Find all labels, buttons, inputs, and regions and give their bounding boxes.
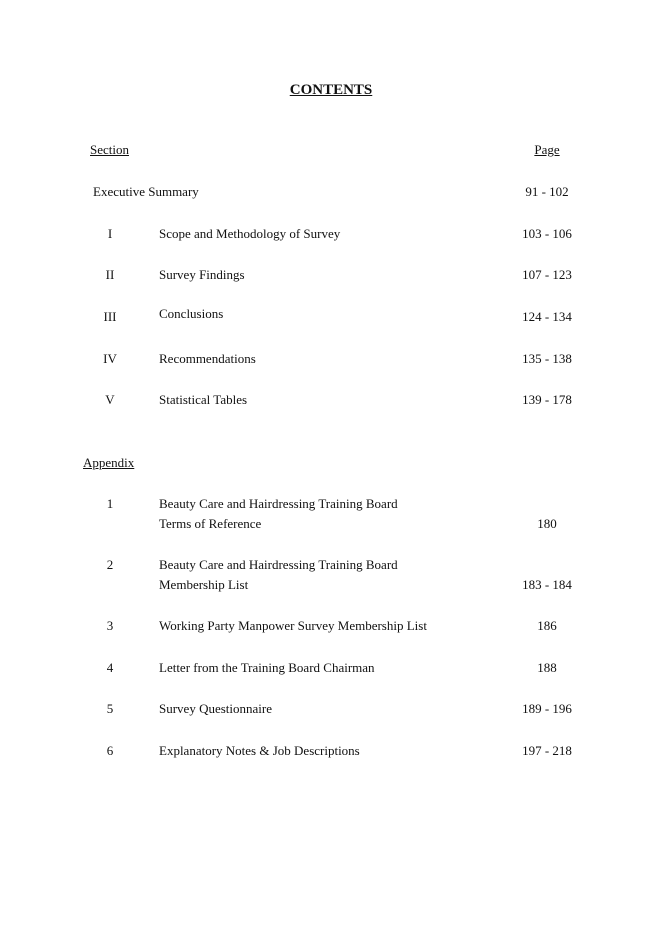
section-number: I — [107, 226, 113, 241]
appendix-title-line1: Working Party Manpower Survey Membership List — [159, 618, 427, 633]
appendix-number: 2 — [106, 557, 114, 572]
appendix-page: 189 - 196 — [522, 701, 572, 716]
appendix-heading: Appendix — [83, 455, 135, 470]
appendix-page: 180 — [537, 516, 557, 531]
appendix-title-line1: Beauty Care and Hairdressing Training Board — [159, 557, 398, 572]
executive-summary-page: 91 - 102 — [525, 184, 569, 199]
section-number: IV — [103, 351, 117, 366]
section-page: 124 - 134 — [522, 309, 572, 324]
appendix-title-line1: Explanatory Notes & Job Descriptions — [159, 743, 360, 758]
section-title: Scope and Methodology of Survey — [159, 226, 341, 241]
section-number: III — [103, 309, 117, 324]
section-column-header: Section — [90, 142, 129, 157]
section-page: 103 - 106 — [522, 226, 572, 241]
section-page: 139 - 178 — [522, 392, 572, 407]
appendix-number: 1 — [106, 496, 114, 511]
section-title: Statistical Tables — [159, 392, 248, 407]
executive-summary-label: Executive Summary — [93, 184, 199, 199]
appendix-number: 5 — [106, 701, 114, 716]
appendix-page: 197 - 218 — [522, 743, 572, 758]
section-number: II — [105, 267, 115, 282]
appendix-title-line1: Letter from the Training Board Chairman — [159, 660, 375, 675]
appendix-number: 4 — [106, 660, 114, 675]
appendix-number: 6 — [106, 743, 114, 758]
section-title: Conclusions — [159, 306, 224, 321]
page-title: CONTENTS — [289, 82, 373, 98]
appendix-page: 186 — [537, 618, 557, 633]
appendix-page: 188 — [537, 660, 557, 675]
appendix-title-line1: Survey Questionnaire — [159, 701, 273, 716]
appendix-title-line2: Terms of Reference — [159, 516, 262, 531]
appendix-title-line2: Membership List — [159, 577, 249, 592]
page-column-header: Page — [534, 142, 560, 157]
section-number: V — [105, 392, 115, 407]
section-page: 135 - 138 — [522, 351, 572, 366]
appendix-title-line1: Beauty Care and Hairdressing Training Board — [159, 496, 398, 511]
appendix-number: 3 — [106, 618, 114, 633]
section-page: 107 - 123 — [522, 267, 572, 282]
appendix-page: 183 - 184 — [522, 577, 572, 592]
section-title: Recommendations — [159, 351, 256, 366]
section-title: Survey Findings — [159, 267, 245, 282]
